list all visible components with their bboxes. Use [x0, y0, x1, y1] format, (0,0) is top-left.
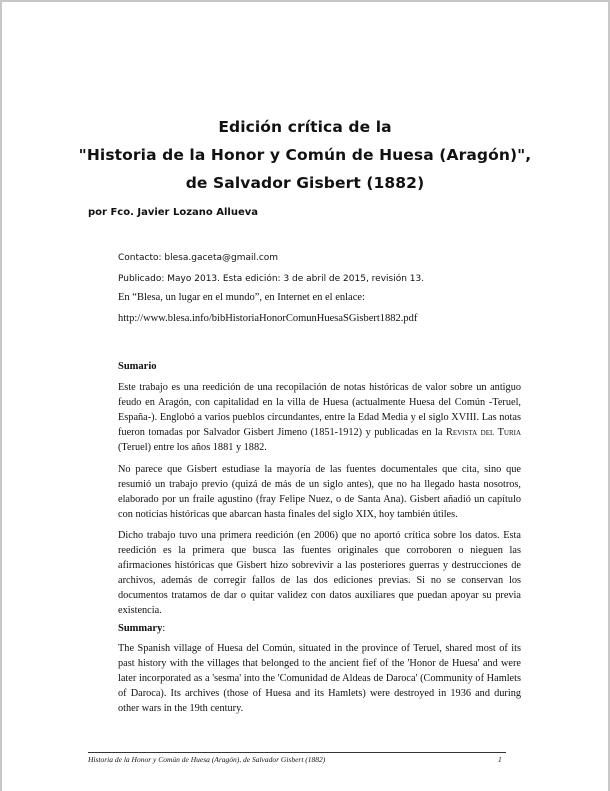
sumario-heading: Sumario	[118, 361, 157, 372]
sumario-paragraph-3: Dicho trabajo tuvo una primera reedición (en 2006) que no aportó crítica sobre los datos. Esta reedición es la primera que busca las fuentes originales que corroboren o nieguen las afirmaciones históricas que Gisbert hizo sobrevivir a las posteriores guerras y destrucciones de archivos, además de corregir fallos de las dos ediciones previas. Si no se conservan los documentos tratamos de dar o quitar validez con datos auxiliares que puedan apoyar su previa existencia.	[118, 530, 521, 616]
sumario-p1-text-a: Este trabajo es una reedición de una recopilación de notas históricas de valor sobre un antiguo feudo en Aragón, con capitalidad en la villa de Huesa (actualmente Huesa del Común -Teruel, España-). Englobó a varios pueblos circundantes, entre la Edad Media y el siglo XVIII. Las notas fueron tomadas por Salvador Gisbert Jimeno (1851-1912) y publicadas en la	[118, 382, 521, 438]
sumario-paragraph-1	[118, 380, 521, 455]
summary-heading-text: Summary	[118, 623, 163, 634]
title-line-3: de Salvador Gisbert (1882)	[185, 174, 425, 192]
contact-line: Contacto: blesa.gaceta@gmail.com	[118, 253, 279, 263]
title-line-1: Edición crítica de la	[218, 118, 392, 136]
page-edge-top	[0, 0, 610, 2]
author-line: por Fco. Javier Lozano Allueva	[88, 207, 259, 218]
document-link[interactable]: http://www.blesa.info/bibHistoriaHonorComunHuesaSGisbert1882.pdf	[118, 313, 418, 324]
summary-paragraph: The Spanish village of Huesa del Común, situated in the province of Teruel, shared most of its past history with the villages that belonged to the ancient fief of the 'Honor de Huesa' and were later incorporated as a 'sesma' into the 'Comunidad de Aldeas de Daroca' (Community of Hamlets of Daroca). Its archives (those of Huesa and its Hamlets) were destroyed in 1936 and during other wars in the 19th century.	[118, 643, 521, 714]
footer-running-title: Historia de la Honor y Común de Huesa (Aragón), de Salvador Gisbert (1882)	[88, 755, 326, 764]
footer-page-number: 1	[498, 755, 502, 764]
revista-title: Revista del Turia	[445, 427, 521, 438]
internet-intro-line: En “Blesa, un lugar en el mundo”, en Internet en el enlace:	[118, 292, 365, 303]
summary-heading	[118, 623, 165, 634]
title-line-2: "Historia de la Honor y Común de Huesa (Aragón)",	[78, 146, 532, 164]
published-line: Publicado: Mayo 2013. Esta edición: 3 de abril de 2015, revisión 13.	[118, 274, 425, 284]
sumario-paragraph-2: No parece que Gisbert estudiase la mayoría de las fuentes documentales que cita, sino que resumió un trabajo previo (quizá de más de un siglo antes), que no ha llegado hasta nosotros, elaborado por un fraile agustino (fray Felipe Nuez, o de Santa Ana). Gisbert añadió un capítulo con noticias históricas que abarcan hasta finales del siglo XIX, hoy también útiles.	[118, 464, 521, 520]
footer-divider	[88, 752, 506, 753]
sumario-p1-text-b: (Teruel) entre los años 1881 y 1882.	[118, 442, 267, 453]
summary-heading-colon: :	[162, 623, 166, 634]
